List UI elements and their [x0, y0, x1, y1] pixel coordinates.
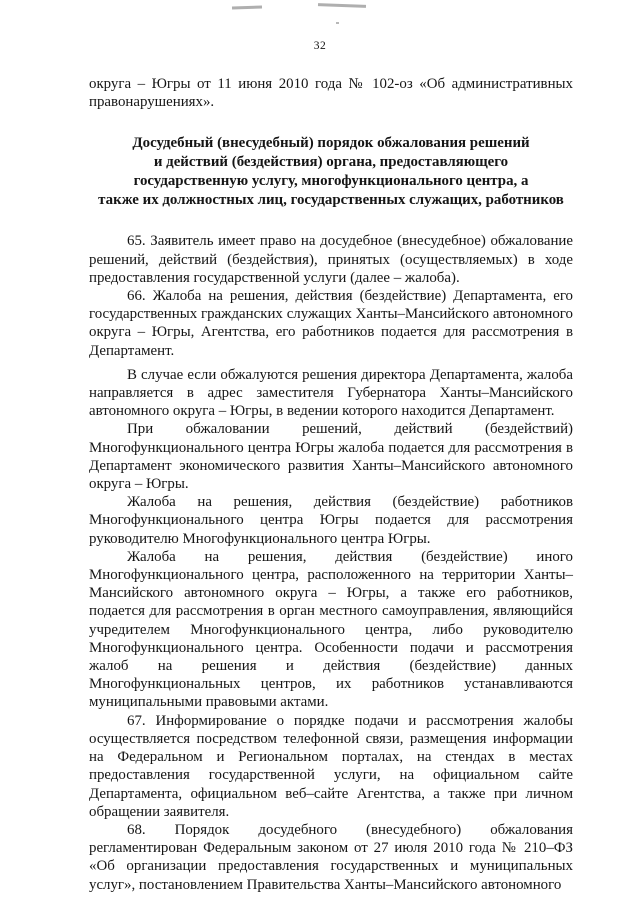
heading-line: Досудебный (внесудебный) порядок обжалования решений	[132, 135, 530, 152]
paragraph-66: 66. Жалоба на решения, действия (бездействие) Департамента, его государственных гражданских служащих Ханты–Мансийского автономного округа – Югры, Агентства, его работников подается для рассмотрения в Департамент.	[89, 288, 573, 359]
heading-line: также их должностных лиц, государственных служащих, работников	[98, 192, 564, 209]
paragraph-67: 67. Информирование о порядке подачи и рассмотрения жалобы осуществляется посредством телефонной связи, размещения информации на Федеральном и Региональном порталах, на стендах в местах предоставления государственной услуги, на официальном сайте Департамента, официальном веб–сайте Агентства, а также при личном обращении заявителя.	[89, 712, 573, 820]
continuation-paragraph: округа – Югры от 11 июня 2010 года № 102-оз «Об административных правонарушениях».	[89, 76, 573, 111]
paragraph-director-appeal: В случае если обжалуются решения директора Департамента, жалоба направляется в адрес заместителя Губернатора Ханты–Мансийского автономного округа – Югры, в ведении которого находится Департамент.	[89, 366, 573, 420]
heading-line: государственную услугу, многофункционального центра, а	[133, 173, 529, 190]
scan-artifact	[336, 22, 339, 24]
paragraph-mfc-appeal: При обжаловании решений, действий (бездействий) Многофункционального центра Югры жалоба подается для рассмотрения в Департамент экономического развития Ханты–Мансийского автономного округа – Югры.	[89, 421, 573, 493]
paragraph-68: 68. Порядок досудебного (внесудебного) обжалования регламентирован Федеральным законом от 27 июля 2010 года № 210–ФЗ «Об организации предоставления государственных и муниципальных услуг», постановлением Правительства Ханты–Мансийского автономного	[89, 821, 573, 893]
heading-line: и действий (бездействия) органа, предоставляющего	[153, 154, 509, 171]
paragraph-other-mfc-appeal: Жалоба на решения, действия (бездействие) иного Многофункционального центра, расположенного на территории Ханты–Мансийского автономного округа – Югры, а также его работников, подается для рассмотрения в орган местного самоуправления, являющийся учредителем Многофункционального центра, либо руководителю Многофункционального центра. Особенности подачи и рассмотрения жалоб на решения и действия (бездействие) данных Многофункциональных центров, их работников устанавливаются муниципальными правовыми актами.	[89, 548, 573, 711]
section-heading	[89, 134, 573, 210]
paragraph-65: 65. Заявитель имеет право на досудебное (внесудебное) обжалование решений, действий (бездействия), принятых (осуществляемых) в ходе предоставления государственной услуги (далее – жалоба).	[89, 233, 573, 286]
scan-artifact	[318, 3, 366, 8]
document-body	[89, 75, 573, 894]
paragraph-mfc-workers-appeal: Жалоба на решения, действия (бездействие) работников Многофункционального центра Югры подается для рассмотрения руководителю Многофункционального центра Югры.	[89, 494, 573, 547]
scan-artifact	[232, 5, 262, 9]
page-number: 32	[313, 40, 327, 52]
